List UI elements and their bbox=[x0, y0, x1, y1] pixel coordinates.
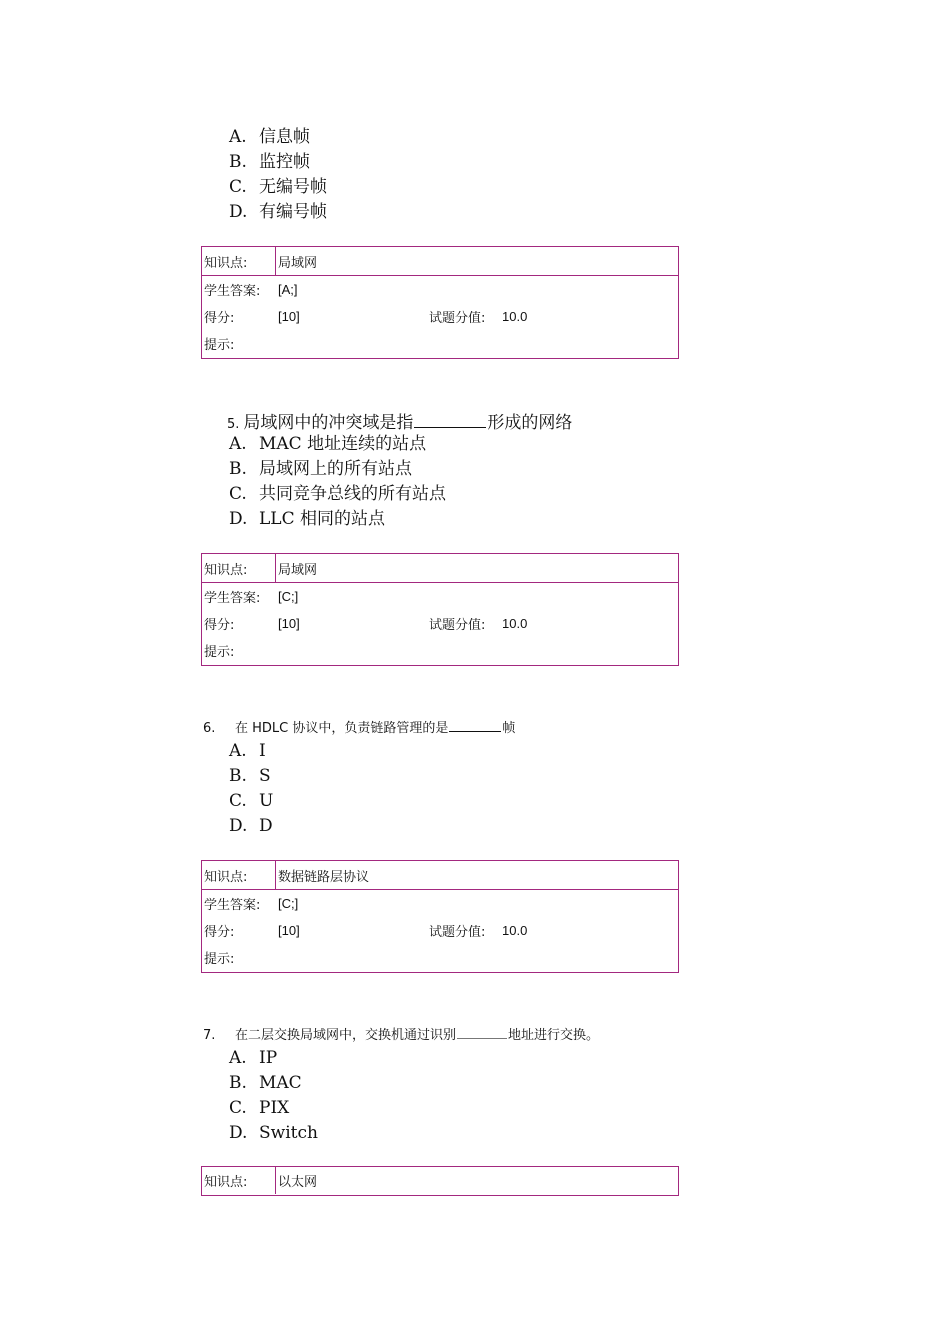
option-c: C. U bbox=[229, 791, 274, 811]
answer-info-box bbox=[201, 1166, 679, 1196]
knowledge-label: 知识点: bbox=[202, 247, 276, 275]
knowledge-value: 局域网 bbox=[278, 562, 318, 578]
value-label: 试题分值: bbox=[429, 618, 486, 633]
value-value: 10.0 bbox=[502, 616, 528, 631]
answer-value: [A;] bbox=[278, 282, 298, 297]
answer-info-box bbox=[201, 553, 679, 666]
question-7-stem: 7. 在二层交换局域网中，交换机通过识别 地址进行交换。 bbox=[203, 1028, 600, 1043]
score-value: [10] bbox=[278, 923, 300, 938]
option-d: D. Switch bbox=[229, 1123, 318, 1143]
answer-label: 学生答案: bbox=[204, 591, 261, 606]
option-c: C. 无编号帧 bbox=[229, 177, 327, 197]
value-value: 10.0 bbox=[502, 309, 528, 324]
hint-label: 提示: bbox=[204, 952, 235, 967]
answer-info-box bbox=[201, 246, 679, 359]
score-label: 得分: bbox=[204, 311, 235, 326]
knowledge-value: 以太网 bbox=[278, 1175, 318, 1190]
answer-info-box bbox=[201, 860, 679, 973]
score-label: 得分: bbox=[204, 925, 235, 940]
knowledge-label: 知识点: bbox=[202, 1167, 276, 1194]
option-b: B. 局域网上的所有站点 bbox=[229, 459, 412, 479]
hint-label: 提示: bbox=[204, 338, 235, 353]
score-label: 得分: bbox=[204, 618, 235, 633]
answer-value: [C;] bbox=[278, 589, 299, 604]
question-6-stem: 6. 在 HDLC 协议中，负责链路管理的是 帧 bbox=[203, 721, 516, 736]
answer-label: 学生答案: bbox=[204, 898, 261, 913]
option-a: A. MAC 地址连续的站点 bbox=[229, 434, 427, 454]
option-c: C. PIX bbox=[229, 1098, 290, 1118]
score-value: [10] bbox=[278, 616, 300, 631]
option-b: B. MAC bbox=[229, 1073, 302, 1093]
option-b: B. 监控帧 bbox=[229, 152, 310, 172]
option-a: A. IP bbox=[229, 1048, 278, 1068]
value-value: 10.0 bbox=[502, 923, 528, 938]
answer-value: [C;] bbox=[278, 896, 299, 911]
option-d: D. LLC 相同的站点 bbox=[229, 509, 385, 529]
hint-label: 提示: bbox=[204, 645, 235, 660]
option-b: B. S bbox=[229, 766, 271, 786]
knowledge-value: 数据链路层协议 bbox=[278, 869, 370, 885]
option-c: C. 共同竞争总线的所有站点 bbox=[229, 484, 446, 504]
value-label: 试题分值: bbox=[429, 311, 486, 326]
question-5-stem: 5. 局域网中的冲突域是指 形成的网络 bbox=[227, 413, 573, 433]
knowledge-label: 知识点: bbox=[202, 861, 276, 889]
knowledge-value: 局域网 bbox=[278, 255, 318, 271]
option-a: A. I bbox=[229, 741, 266, 761]
score-value: [10] bbox=[278, 309, 300, 324]
option-a: A. 信息帧 bbox=[229, 127, 310, 147]
option-d: D. D bbox=[229, 816, 273, 836]
option-d: D. 有编号帧 bbox=[229, 202, 327, 222]
value-label: 试题分值: bbox=[429, 925, 486, 940]
answer-label: 学生答案: bbox=[204, 284, 261, 299]
knowledge-label: 知识点: bbox=[202, 554, 276, 582]
